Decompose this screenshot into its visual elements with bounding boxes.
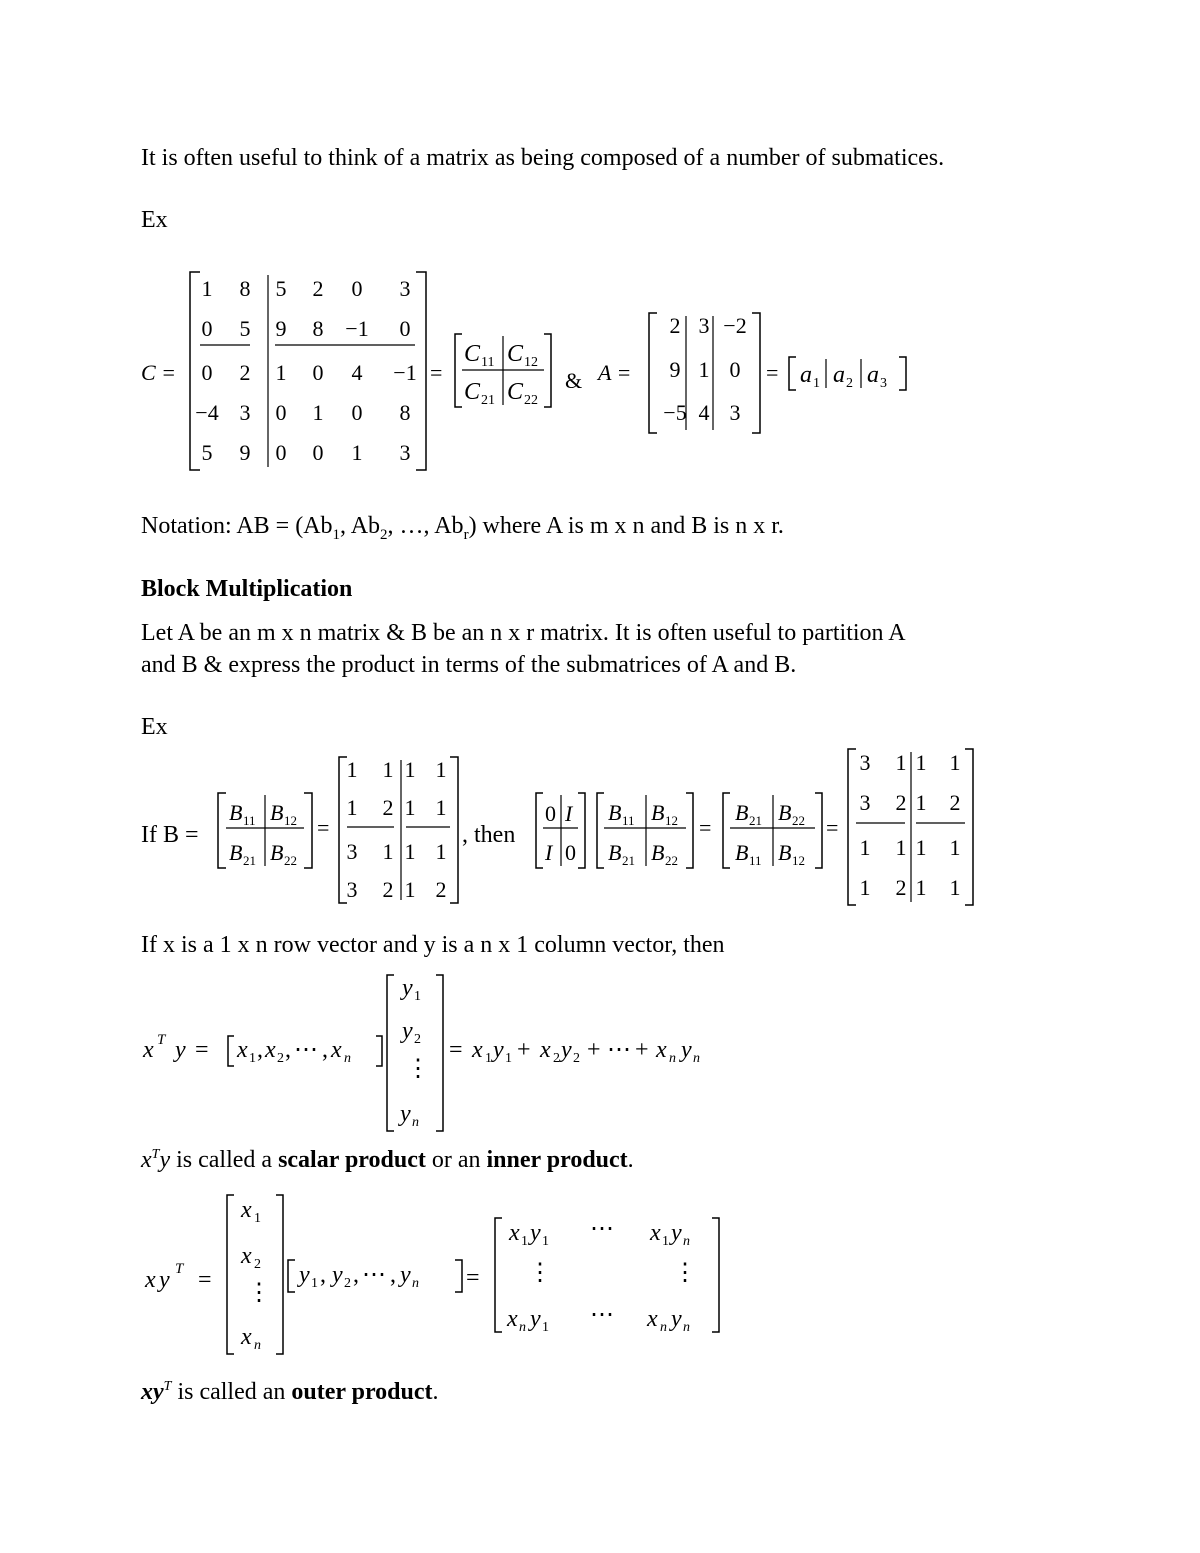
svg-text:y: y: [671, 1306, 682, 1332]
svg-text:1: 1: [521, 1234, 528, 1249]
svg-text:y: y: [400, 1262, 411, 1288]
svg-text:,: ,: [353, 1262, 359, 1288]
result-cells: [860, 750, 961, 900]
result-cell: 1: [949, 875, 961, 900]
intro-text: It is often useful to think of a matrix as being composed of a number of submatices.: [141, 145, 945, 171]
cblock-c12: C: [507, 341, 524, 367]
svg-text:y: y: [159, 1267, 170, 1293]
svg-text:,: ,: [320, 1262, 326, 1288]
svg-text:n: n: [519, 1320, 526, 1335]
b-cell: 1: [404, 877, 416, 902]
svg-text:=: =: [195, 1037, 209, 1063]
matrix-c-equation: [141, 272, 906, 470]
svg-text:⋮: ⋮: [406, 1056, 430, 1082]
svg-text:2: 2: [553, 1051, 560, 1066]
a-cell: 1: [698, 357, 710, 382]
block-b: B: [229, 840, 243, 865]
svg-text:2: 2: [414, 1032, 421, 1047]
block-b: B: [270, 840, 284, 865]
b-cell: 1: [435, 757, 447, 782]
c-cell: 1: [201, 276, 213, 301]
b-cell: 2: [382, 795, 394, 820]
svg-text:y: y: [299, 1262, 310, 1288]
block-sub: 11: [622, 813, 635, 828]
block-sub: 11: [243, 813, 256, 828]
block-b: B: [735, 800, 749, 825]
svg-text:=: =: [699, 815, 712, 840]
block-b: B: [778, 800, 792, 825]
svg-text:2: 2: [254, 1257, 261, 1272]
svg-text:n: n: [344, 1051, 351, 1066]
svg-text:1: 1: [542, 1320, 549, 1335]
svg-text:x: x: [472, 1037, 483, 1063]
svg-text:1: 1: [414, 989, 421, 1004]
a-cell: 3: [698, 313, 710, 338]
c-cell: −4: [195, 400, 219, 425]
svg-text:=: =: [466, 1265, 480, 1291]
svg-text:=: =: [826, 815, 839, 840]
c-cell: 5: [239, 316, 251, 341]
cblock-right-bracket: [544, 334, 551, 407]
b-cell: 3: [346, 877, 358, 902]
svg-text:n: n: [693, 1051, 700, 1066]
b-cell: 2: [435, 877, 447, 902]
col-a3: a: [867, 362, 879, 388]
c-cell: 0: [351, 276, 363, 301]
svg-text:n: n: [254, 1338, 261, 1353]
block-sub: 22: [665, 853, 678, 868]
c-cell: 0: [201, 360, 213, 385]
svg-text:1: 1: [505, 1051, 512, 1066]
svg-text:x: x: [509, 1220, 520, 1246]
result-cell: 1: [859, 875, 871, 900]
c-cell: 0: [201, 316, 213, 341]
c-cell: 2: [239, 360, 251, 385]
result-cell: 3: [859, 790, 871, 815]
b-cell: 1: [404, 757, 416, 782]
col-a2: a: [833, 362, 845, 388]
block-multiplication-equation: [141, 749, 973, 905]
c-cell: 8: [239, 276, 251, 301]
block-text-line2: and B & express the product in terms of the submatrices of A and B.: [141, 652, 797, 678]
b-cell: 1: [435, 795, 447, 820]
block-sub: 21: [749, 813, 762, 828]
b-cell: 1: [435, 839, 447, 864]
svg-text:I: I: [565, 801, 573, 826]
example-label-1: Ex: [141, 207, 168, 233]
cblock-left-bracket: [455, 334, 462, 407]
b-cell: 2: [382, 877, 394, 902]
svg-text:x: x: [241, 1324, 252, 1350]
c-cell: 1: [351, 440, 363, 465]
block-b: B: [608, 840, 622, 865]
result-cell: 3: [859, 750, 871, 775]
col-a1: a: [800, 362, 812, 388]
c-cell: −1: [345, 316, 369, 341]
svg-text:+: +: [517, 1037, 531, 1063]
svg-text:⋮: ⋮: [673, 1260, 697, 1286]
svg-text:⋯: ⋯: [362, 1262, 386, 1288]
svg-text:,: ,: [322, 1037, 328, 1063]
svg-text:x: x: [507, 1306, 518, 1332]
outer-product-equation: [144, 1195, 719, 1354]
result-cell: 1: [949, 750, 961, 775]
svg-text:=: =: [449, 1037, 463, 1063]
svg-text:n: n: [412, 1115, 419, 1130]
svg-text:x: x: [241, 1243, 252, 1269]
block-b: B: [651, 800, 665, 825]
svg-text:x: x: [650, 1220, 661, 1246]
a-cell: −5: [663, 400, 687, 425]
cblock-c11: C: [464, 341, 481, 367]
block-b: B: [270, 800, 284, 825]
svg-text:3: 3: [880, 376, 887, 391]
result-cell: 1: [915, 790, 927, 815]
svg-text:x: x: [265, 1037, 276, 1063]
svg-text:0: 0: [565, 840, 576, 865]
svg-text:⋯: ⋯: [607, 1037, 631, 1063]
svg-text:y: y: [530, 1220, 541, 1246]
svg-text:x: x: [540, 1037, 551, 1063]
c-cell: 1: [275, 360, 287, 385]
svg-text:1: 1: [542, 1234, 549, 1249]
svg-text:x: x: [331, 1037, 342, 1063]
block-sub: 22: [792, 813, 805, 828]
b-cells: [347, 757, 447, 902]
svg-text:1: 1: [254, 1211, 261, 1226]
result-cell: 1: [895, 835, 907, 860]
cblock-c12-sub: 12: [524, 355, 538, 370]
c-cell: 0: [312, 440, 324, 465]
example-label-2: Ex: [141, 714, 168, 740]
block-b: B: [608, 800, 622, 825]
svg-text:x: x: [237, 1037, 248, 1063]
svg-text:y: y: [175, 1037, 186, 1063]
block-sub: 22: [284, 853, 297, 868]
cblock-c21: C: [464, 379, 481, 405]
a-lhs: A =: [598, 360, 632, 385]
cblock-c22-sub: 22: [524, 393, 538, 408]
svg-text:2: 2: [573, 1051, 580, 1066]
then-text: , then: [462, 822, 516, 848]
b-cell: 1: [382, 757, 394, 782]
block-text-line1: Let A be an m x n matrix & B be an n x r matrix. It is often useful to partition A: [141, 620, 906, 646]
svg-text:y: y: [493, 1037, 504, 1063]
c-cell: 9: [275, 316, 287, 341]
result-cell: 2: [895, 790, 907, 815]
block-sub: 11: [749, 853, 762, 868]
block-sub: 12: [792, 853, 805, 868]
svg-text:T: T: [157, 1032, 166, 1048]
a-cells: [663, 313, 746, 425]
svg-text:n: n: [669, 1051, 676, 1066]
b-cell: 3: [346, 839, 358, 864]
c-cell: 8: [312, 316, 324, 341]
result-cell: 1: [895, 750, 907, 775]
b-cell: 1: [404, 795, 416, 820]
c-cell: −1: [393, 360, 417, 385]
c-cell: 3: [399, 440, 411, 465]
c-cell: 0: [275, 400, 287, 425]
svg-text:n: n: [660, 1320, 667, 1335]
inner-product-equation: [142, 975, 700, 1131]
result-cell: 1: [859, 835, 871, 860]
a-cell: 3: [729, 400, 741, 425]
svg-text:⋯: ⋯: [294, 1037, 318, 1063]
svg-text:x: x: [241, 1197, 252, 1223]
cblock-c22: C: [507, 379, 524, 405]
result-cell: 1: [915, 875, 927, 900]
svg-text:2: 2: [846, 376, 853, 391]
svg-text:⋮: ⋮: [247, 1280, 271, 1306]
block-sub: 12: [284, 813, 297, 828]
svg-text:x: x: [145, 1267, 156, 1293]
b-cell: 1: [404, 839, 416, 864]
svg-text:2: 2: [277, 1051, 284, 1066]
svg-text:x: x: [143, 1037, 154, 1063]
svg-text:y: y: [400, 1101, 411, 1127]
c-cell: 9: [239, 440, 251, 465]
svg-text:1: 1: [662, 1234, 669, 1249]
a-cell: 9: [669, 357, 681, 382]
svg-text:y: y: [681, 1037, 692, 1063]
result-cell: 1: [915, 835, 927, 860]
cols-right-bracket: [899, 357, 906, 390]
a-cell: 4: [698, 400, 710, 425]
svg-text:y: y: [402, 975, 413, 1001]
c-cell: 8: [399, 400, 411, 425]
svg-text:y: y: [561, 1037, 572, 1063]
ampersand: &: [565, 368, 583, 393]
a-eq: =: [766, 360, 779, 385]
a-left-bracket: [649, 313, 657, 433]
result-cell: 2: [949, 790, 961, 815]
svg-text:1: 1: [311, 1276, 318, 1291]
svg-text:+: +: [635, 1037, 649, 1063]
svg-text:⋯: ⋯: [590, 1216, 614, 1242]
cols-left-bracket: [789, 357, 796, 390]
cblock-c11-sub: 11: [481, 355, 495, 370]
block-b: B: [735, 840, 749, 865]
result-cell: 1: [915, 750, 927, 775]
c-cell: 1: [312, 400, 324, 425]
b-cell: 1: [346, 795, 358, 820]
svg-text:n: n: [683, 1320, 690, 1335]
block-b: B: [651, 840, 665, 865]
inner-intro: If x is a 1 x n row vector and y is a n x 1 column vector, then: [141, 932, 725, 958]
result-cell: 2: [895, 875, 907, 900]
a-cell: 2: [669, 313, 681, 338]
block-sub: 21: [243, 853, 256, 868]
svg-text:=: =: [317, 815, 330, 840]
svg-text:2: 2: [344, 1276, 351, 1291]
svg-text:,: ,: [257, 1037, 263, 1063]
block-sub: 12: [665, 813, 678, 828]
block-b: B: [229, 800, 243, 825]
svg-text:1: 1: [249, 1051, 256, 1066]
c-cell: 0: [312, 360, 324, 385]
svg-text:y: y: [530, 1306, 541, 1332]
svg-text:y: y: [332, 1262, 343, 1288]
svg-text:⋮: ⋮: [528, 1260, 552, 1286]
svg-text:0: 0: [545, 801, 556, 826]
c-left-bracket: [190, 272, 200, 470]
c-cell: 0: [351, 400, 363, 425]
a-right-bracket: [752, 313, 760, 433]
svg-text:,: ,: [390, 1262, 396, 1288]
c-cell: 5: [275, 276, 287, 301]
notation-line: Notation: AB = ($Ab_1$, $Ab_2$, …, $Ab_r$) where A is m x n and B is n x r.: [141, 513, 784, 543]
svg-text:n: n: [683, 1234, 690, 1249]
svg-text:1: 1: [813, 376, 820, 391]
c-cell: 0: [399, 316, 411, 341]
svg-text:y: y: [671, 1220, 682, 1246]
result-cell: 1: [949, 835, 961, 860]
block-b: B: [778, 840, 792, 865]
c-cell: 5: [201, 440, 213, 465]
svg-text:x: x: [656, 1037, 667, 1063]
svg-text:⋯: ⋯: [590, 1302, 614, 1328]
c-cell: 4: [351, 360, 363, 385]
if-b: If B =: [141, 822, 199, 848]
block-heading: Block Multiplication: [141, 576, 353, 602]
a-cell: −2: [723, 313, 747, 338]
c-lhs: C =: [141, 360, 177, 385]
c-cell: 2: [312, 276, 324, 301]
svg-text:n: n: [412, 1276, 419, 1291]
c-cell: 3: [399, 276, 411, 301]
svg-text:x: x: [647, 1306, 658, 1332]
c-eq-1: =: [430, 360, 443, 385]
svg-text:1: 1: [485, 1051, 492, 1066]
a-cell: 0: [729, 357, 741, 382]
svg-text:I: I: [545, 840, 553, 865]
svg-text:y: y: [402, 1018, 413, 1044]
svg-text:=: =: [198, 1267, 212, 1293]
b-cell: 1: [346, 757, 358, 782]
outer-product-note: $xy^T$ is called an outer product.: [141, 1379, 439, 1405]
b-cell: 1: [382, 839, 394, 864]
svg-text:,: ,: [285, 1037, 291, 1063]
block-sub: 21: [622, 853, 635, 868]
svg-text:T: T: [175, 1261, 184, 1277]
c-right-bracket: [416, 272, 426, 470]
c-cell: 3: [239, 400, 251, 425]
c-cell: 0: [275, 440, 287, 465]
svg-text:+: +: [587, 1037, 601, 1063]
inner-product-note: $x^Ty$ is called a scalar product or an inner product.: [141, 1147, 634, 1173]
cblock-c21-sub: 21: [481, 393, 495, 408]
c-cells: [195, 276, 416, 465]
